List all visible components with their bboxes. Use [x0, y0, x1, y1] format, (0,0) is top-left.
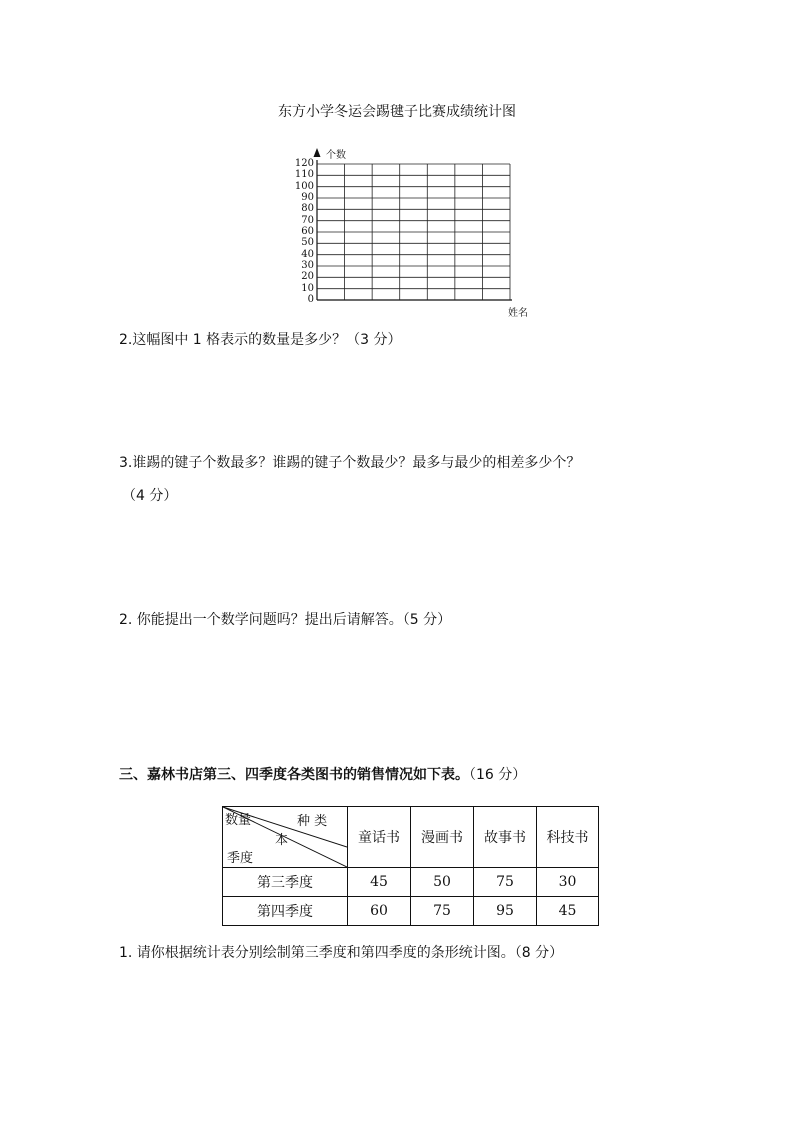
section-3-points: （16 分）: [469, 767, 527, 783]
y-tick-label: 120: [294, 158, 314, 169]
table-row: [223, 868, 599, 897]
table-row: [223, 897, 599, 926]
table-cell: 45: [348, 868, 411, 897]
y-tick-label: 70: [301, 214, 314, 226]
corner-top-left-label: 数量: [225, 813, 252, 828]
table-header-row: [223, 807, 599, 868]
y-tick-label: 10: [301, 282, 314, 294]
y-tick-label: 110: [294, 169, 314, 181]
table-cell: 75: [411, 897, 474, 926]
y-axis-arrow: [314, 148, 321, 157]
section-3-heading: [119, 764, 526, 784]
grid-lines: [317, 164, 510, 300]
sub-question-1: 1. 请你根据统计表分别绘制第三季度和第四季度的条形统计图。（8 分）: [119, 945, 564, 961]
x-axis-label: 姓名: [508, 308, 528, 319]
table-cell: 95: [474, 897, 537, 926]
y-axis-label: 个数: [326, 150, 346, 161]
y-tick-label: 80: [301, 203, 314, 215]
table-cell: 50: [411, 868, 474, 897]
column-header: 故事书: [474, 807, 537, 868]
y-tick-label: 30: [301, 260, 314, 271]
column-header: 童话书: [348, 807, 411, 868]
sales-table: [222, 806, 599, 926]
y-tick-label: 40: [301, 248, 314, 260]
chart-title: 东方小学冬运会踢毽子比赛成绩统计图: [278, 104, 516, 120]
y-tick-label: 90: [301, 192, 314, 203]
table-cell: 45: [537, 897, 599, 926]
column-header: 漫画书: [411, 807, 474, 868]
blank-bar-chart: [280, 140, 540, 320]
row-label: 第四季度: [223, 897, 348, 926]
corner-top-right-label: 种 类: [297, 814, 328, 829]
y-tick-label: 0: [307, 294, 314, 305]
column-header: 科技书: [537, 807, 599, 868]
y-tick-label: 50: [301, 237, 314, 249]
y-tick-label: 60: [301, 226, 314, 237]
table-cell: 30: [537, 868, 599, 897]
table-cell: 75: [474, 868, 537, 897]
table-cell: 60: [348, 897, 411, 926]
chart-grid-svg: [280, 140, 540, 320]
section-3-title: 三、嘉林书店第三、四季度各类图书的销售情况如下表。: [119, 767, 469, 783]
question-3-line-2: （4 分）: [122, 488, 178, 504]
row-label: 第三季度: [223, 868, 348, 897]
question-2: 2.这幅图中 1 格表示的数量是多少？（3 分）: [119, 332, 402, 348]
question-4: 2. 你能提出一个数学问题吗？提出后请解答。（5 分）: [119, 612, 452, 628]
corner-bottom-left-label: 季度: [227, 851, 254, 866]
question-3-line-1: 3.谁踢的键子个数最多？谁踢的键子个数最少？最多与最少的相差多少个？: [119, 455, 581, 471]
table-corner-cell: [223, 807, 348, 868]
y-tick-label: 100: [294, 180, 314, 192]
y-tick-label: 20: [301, 271, 314, 283]
corner-middle-label: 本: [275, 833, 289, 848]
